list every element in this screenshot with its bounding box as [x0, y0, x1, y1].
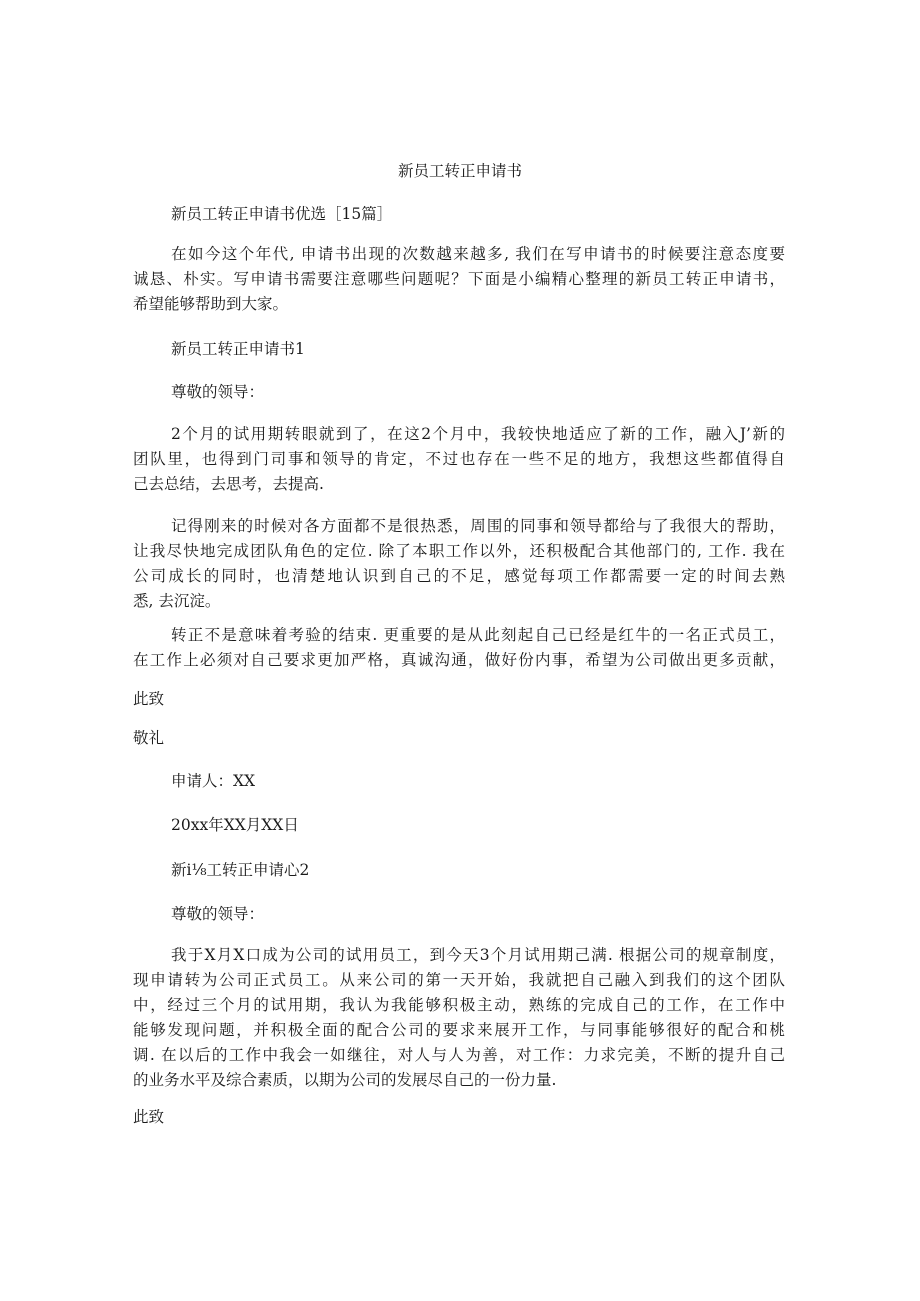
letter1-para1-line: 团队里，也得到门司事和领导的肯定，不过也存在一些不足的地方，我想这些都值得自: [133, 450, 785, 468]
letter2-para1-line: 我于X月X口成为公司的试用员工，到今天3个月试用期己满. 根据公司的规章制度，: [171, 946, 785, 964]
letter1-heading: 新员工转正申请书1: [171, 340, 305, 358]
letter1-para3-line: 转正不是意味着考验的结束. 更重要的是从此刻起自己已经是红牛的一名正式员工，: [171, 626, 785, 644]
letter2-salutation: 尊敬的领导：: [171, 905, 265, 923]
letter2-para1-line: 的业务水平及综合素质，以期为公司的发展尽自己的一份力量.: [133, 1071, 557, 1089]
letter1-salutation: 尊敬的领导：: [171, 383, 265, 401]
letter1-para2-line: 让我尽快地完成团队角色的定位. 除了本职工作以外，还积极配合其他部门的, 工作. 我在: [133, 542, 785, 560]
letter1-para2-line: 记得刚来的时候对各方面都不是很热悉，周围的同事和领导都给与了我很大的帮助，: [171, 517, 785, 535]
letter2-para1-line: 调. 在以后的工作中我会一如继往，对人与人为善，对工作：力求完美，不断的提升自己: [133, 1046, 785, 1064]
letter1-closing-1: 此致: [133, 690, 165, 708]
document-title: 新员工转正申请书: [397, 162, 522, 180]
letter2-closing-1: 此致: [133, 1108, 165, 1126]
intro-line: 在如今这个年代, 申请书出现的次数越来越多, 我们在写申请书的时候要注意态度要: [171, 245, 785, 263]
letter2-para1-line: 能够发现问题，并积极全面的配合公司的要求来展开工作，与同事能够很好的配合和桃: [133, 1021, 785, 1039]
intro-line: 诚恳、朴实。写申请书需要注意哪些问题呢？下面是小编精心整理的新员工转正申请书，: [133, 270, 785, 288]
letter1-para2-line: 公司成长的同时，也清楚地认识到自己的不足，感觉每项工作都需要一定的时间去熟: [133, 567, 785, 585]
letter2-heading: 新i⅛工转正申请心2: [171, 861, 310, 879]
intro-line: 希望能够帮助到大家。: [133, 295, 289, 313]
letter1-closing-2: 敬礼: [133, 729, 165, 747]
letter1-para1-line: 2个月的试用期转眼就到了，在这2个月中，我较快地适应了新的工作，融入J’新的: [171, 425, 785, 443]
letter2-para1-line: 中，经过三个月的试用期，我认为我能够积极主动，熟练的完成自己的工作，在工作中: [133, 996, 785, 1014]
letter1-applicant: 申请人：XX: [171, 772, 256, 790]
letter1-para2-line: 悉, 去沉淀。: [133, 592, 221, 610]
letter2-para1-line: 现申请转为公司正式员工。从来公司的第一天开始，我就把自己融入到我们的这个团队: [133, 971, 785, 989]
document-subtitle: 新员工转正申请书优选［15篇］: [171, 205, 393, 223]
letter1-date: 20xx年XX月XX日: [171, 816, 299, 834]
letter1-para3-line: 在工作上必须对自己要求更加严格，真诚沟通，做好份内事，希望为公司做出更多贡献，: [133, 651, 785, 669]
letter1-para1-line: 己去总结，去思考，去提高.: [133, 475, 324, 493]
